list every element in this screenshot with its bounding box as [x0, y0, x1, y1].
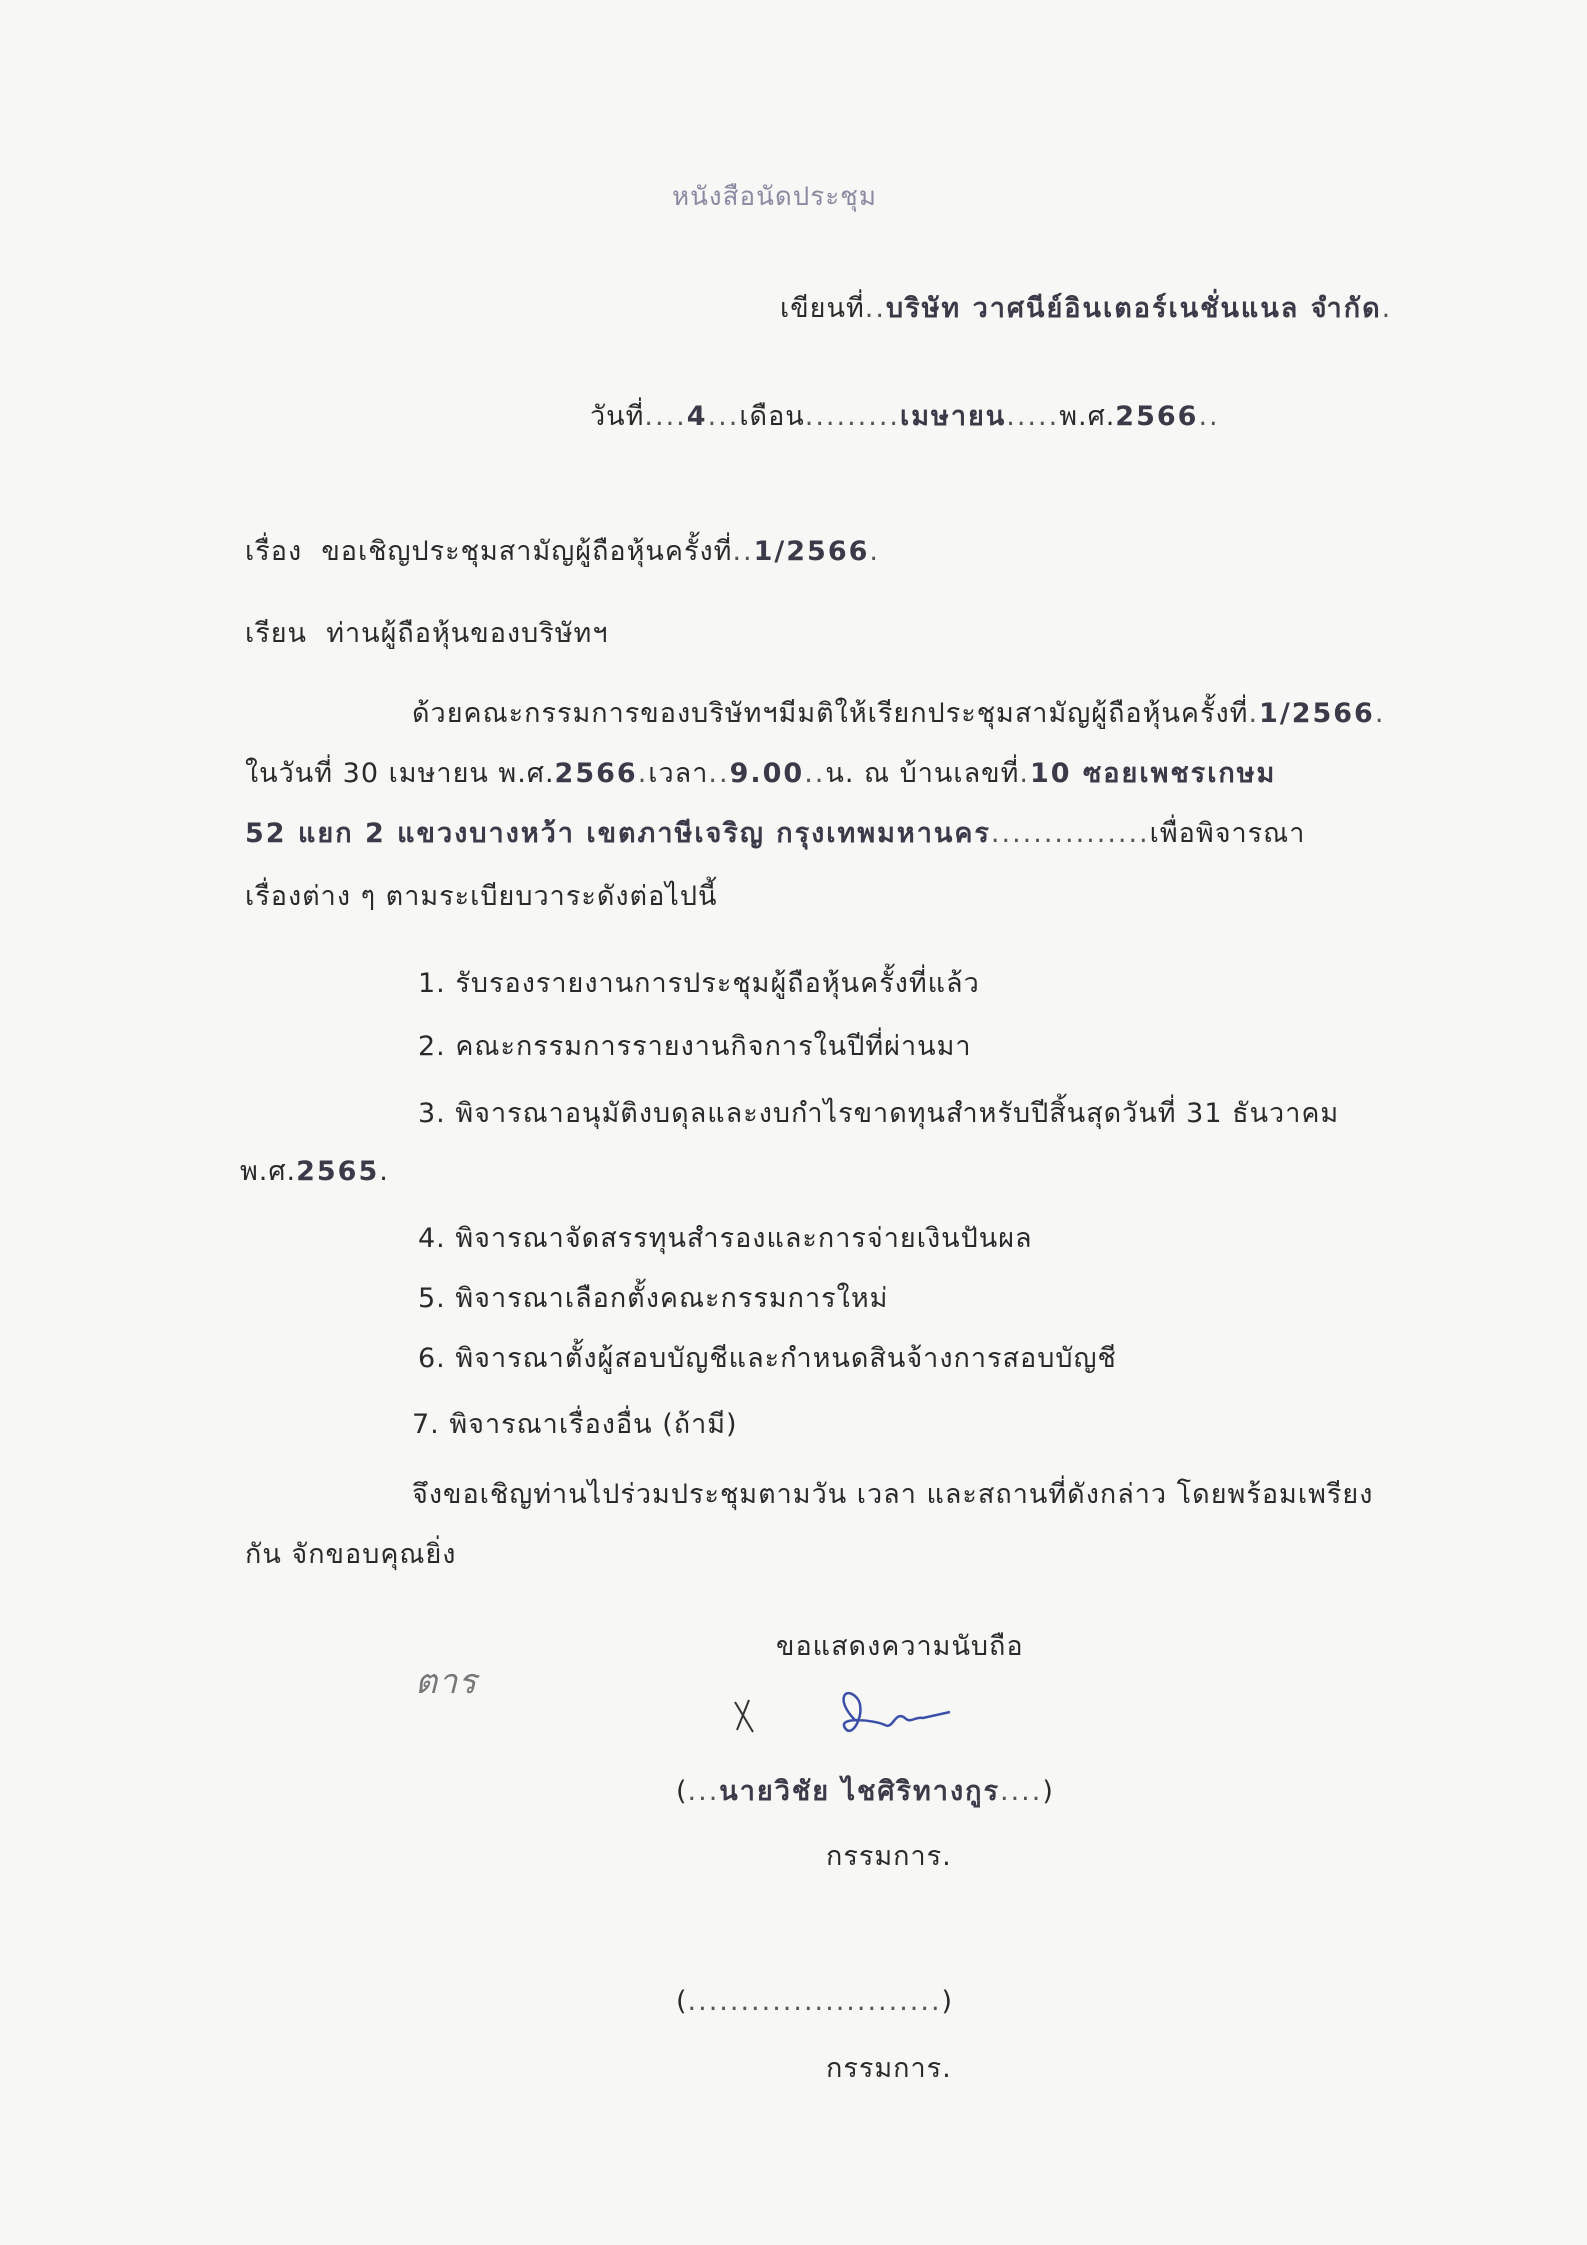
subject-number: 1/2566 [753, 536, 870, 567]
body-address-1: 10 ซอยเพชรเกษม [1030, 758, 1277, 789]
written-at-line: เขียนที่..บริษัท วาศนีย์อินเตอร์เนชั่นแนล จำกัด. [780, 293, 1393, 324]
year-value: 2566 [1115, 401, 1199, 432]
agenda-item-7: 7. พิจารณาเรื่องอื่น (ถ้ามี) [412, 1409, 738, 1440]
handwritten-note: ตาร [415, 1662, 478, 1702]
closing-line-1: จึงขอเชิญท่านไปร่วมประชุมตามวัน เวลา และสถานที่ดังกล่าว โดยพร้อมเพรียง [412, 1479, 1374, 1510]
document-title: หนังสือนัดประชุม [672, 182, 877, 212]
body-line-2: ในวันที่ 30 เมษายน พ.ศ.2566.เวลา..9.00..น. ณ บ้านเลขที่.10 ซอยเพชรเกษม [245, 758, 1277, 789]
agenda-item-6: 6. พิจารณาตั้งผู้สอบบัญชีและกำหนดสินจ้างการสอบบัญชี [418, 1343, 1117, 1374]
day-value: 4 [686, 401, 708, 432]
body-year: 2566 [554, 758, 638, 789]
signer-2-name-line: (........................) [676, 1986, 954, 2017]
agenda-item-3-continued: พ.ศ.2565. [240, 1156, 389, 1187]
subject-line: เรื่อง ขอเชิญประชุมสามัญผู้ถือหุ้นครั้งที่..1/2566. [245, 536, 880, 567]
agenda-item-3: 3. พิจารณาอนุมัติงบดุลและงบกำไรขาดทุนสำหรับปีสิ้นสุดวันที่ 31 ธันวาคม [418, 1098, 1340, 1129]
subject-text: ขอเชิญประชุมสามัญผู้ถือหุ้นครั้งที่ [321, 536, 733, 567]
year-label: พ.ศ. [1059, 401, 1116, 432]
subject-label: เรื่อง [245, 536, 303, 567]
agenda-item-1: 1. รับรองรายงานการประชุมผู้ถือหุ้นครั้งที่แล้ว [418, 968, 980, 999]
month-label: เดือน [739, 401, 805, 432]
closing-line-2: กัน จักขอบคุณยิ่ง [245, 1539, 457, 1570]
signer-1-title: กรรมการ. [826, 1841, 952, 1872]
signer-1-name: นายวิชัย ไชศิริทางกูร [719, 1776, 1000, 1807]
signer-1-name-line: (...นายวิชัย ไชศิริทางกูร....) [676, 1776, 1054, 1807]
body-meeting-number: 1/2566 [1259, 698, 1375, 729]
written-at-value: บริษัท วาศนีย์อินเตอร์เนชั่นแนล จำกัด [885, 293, 1382, 324]
agenda-item-2: 2. คณะกรรมการรายงานกิจการในปีที่ผ่านมา [418, 1031, 972, 1062]
day-label: วันที่ [590, 401, 645, 432]
body-text-2a: ในวันที่ 30 เมษายน พ.ศ. [245, 758, 555, 789]
recipient-line [245, 617, 609, 651]
signature-mark [725, 1680, 985, 1760]
body-line-4: เรื่องต่าง ๆ ตามระเบียบวาระดังต่อไปนี้ [245, 881, 718, 912]
agenda-item-5: 5. พิจารณาเลือกตั้งคณะกรรมการใหม่ [418, 1283, 889, 1314]
recipient-text: ท่านผู้ถือหุ้นของบริษัทฯ [326, 618, 609, 649]
agenda-3-year-label: พ.ศ. [240, 1156, 297, 1187]
body-text-3: เพื่อพิจารณา [1149, 818, 1306, 849]
body-line-3: 52 แยก 2 แขวงบางหว้า เขตภาษีเจริญ กรุงเทพมหานคร...............เพื่อพิจารณา [245, 818, 1306, 849]
body-time: 9.00 [729, 758, 805, 789]
recipient-label: เรียน [245, 618, 308, 649]
body-text-1: ด้วยคณะกรรมการของบริษัทฯมีมติให้เรียกประชุมสามัญผู้ถือหุ้นครั้งที่ [412, 698, 1249, 729]
body-line-1: ด้วยคณะกรรมการของบริษัทฯมีมติให้เรียกประชุมสามัญผู้ถือหุ้นครั้งที่.1/2566. [412, 698, 1386, 729]
written-at-label: เขียนที่ [780, 293, 865, 324]
body-text-2b: เวลา [648, 758, 709, 789]
body-address-2: 52 แยก 2 แขวงบางหว้า เขตภาษีเจริญ กรุงเทพมหานคร [245, 818, 991, 849]
body-text-2c: น. ณ บ้านเลขที่ [825, 758, 1020, 789]
agenda-3-year: 2565 [296, 1156, 380, 1187]
date-line: วันที่....4...เดือน.........เมษายน.....พ.ศ.2566.. [590, 401, 1220, 432]
signoff: ขอแสดงความนับถือ [776, 1631, 1024, 1662]
month-value: เมษายน [900, 401, 1007, 432]
agenda-item-4: 4. พิจารณาจัดสรรทุนสำรองและการจ่ายเงินปันผล [418, 1223, 1033, 1254]
signer-2-title: กรรมการ. [826, 2053, 952, 2084]
